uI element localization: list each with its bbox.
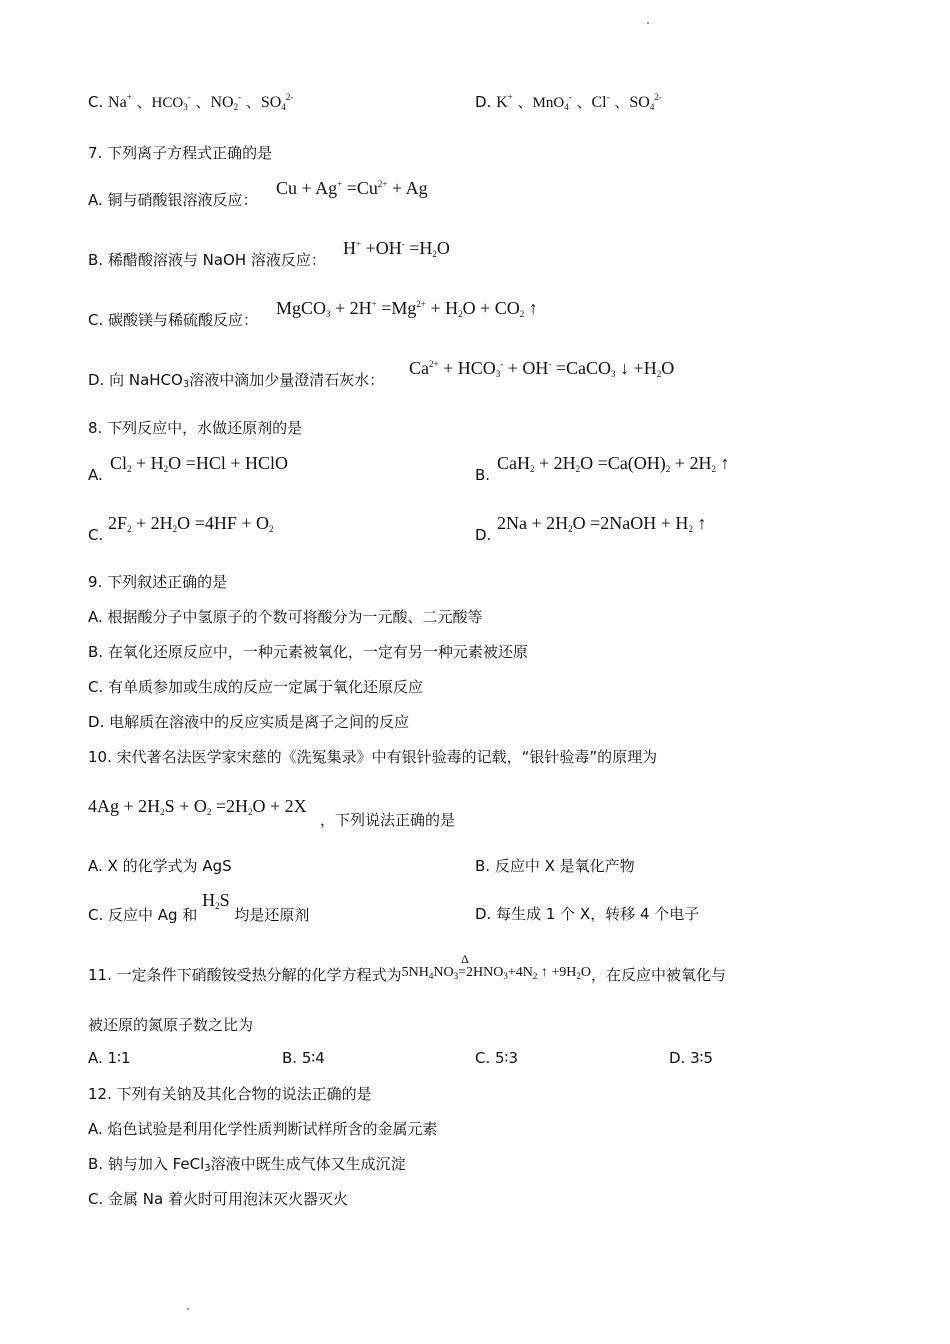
q10-equation: $4Ag + 2H_2S + O_2 =2H_2O + 2X$ xyxy=(88,796,307,817)
q8-option-a-label: A. xyxy=(88,466,103,484)
q10-stem: 10. 宋代著名法医学家宋慈的《洗冤集录》中有银针验毒的记载，“银针验毒”的原理为 xyxy=(88,748,658,766)
q7-b-equation: $H^+ +OH^- =H_2O$ xyxy=(343,238,450,259)
q6-option-d: D. K+ 、MnO$_4$- 、Cl- 、$SO_4^{2-}$ xyxy=(475,92,662,112)
scan-mark xyxy=(187,1308,189,1310)
q12-option-a: A. 焰色试验是利用化学性质判断试样所含的金属元素 xyxy=(88,1120,438,1138)
q8-d-equation: $2Na + 2H_2O$ =2NaOH + $H_2$ ↑ xyxy=(497,513,707,534)
q9-option-d: D. 电解质在溶液中的反应实质是离子之间的反应 xyxy=(88,713,410,731)
q8-a-equation: $Cl_2 + H_2O =HCl$ + HClO xyxy=(110,453,288,474)
q11-option-a: A. 1∶1 xyxy=(88,1049,131,1067)
q11-stem: 11. 一定条件下硝酸铵受热分解的化学方程式为$5NH_4NO_3$ Δ $=2HNO_3+4N_2$ ↑ $+9H_2O$，在反应中被氧化与 xyxy=(88,952,727,984)
q10-option-c: C. 反应中 Ag 和 $H_2S$ 均是还原剂 xyxy=(88,890,310,924)
q12-stem: 12. 下列有关钠及其化合物的说法正确的是 xyxy=(88,1085,372,1103)
q7-stem: 7. 下列离子方程式正确的是 xyxy=(88,144,273,162)
q7-d-equation: $Ca^{2+} + HCO_3^- + OH^-$ =CaCO$_3$ ↓ $+H_2O$ xyxy=(409,358,675,379)
q7-c-equation: MgCO$_3$ + $2H^+ =Mg^{2+} + H_2O + CO_2$ ↑ xyxy=(276,298,538,319)
q8-option-d-label: D. xyxy=(475,526,492,544)
q7-option-b: B. 稀醋酸溶液与 NaOH 溶液反应： xyxy=(88,251,326,269)
q11-option-c: C. 5∶3 xyxy=(475,1049,519,1067)
q8-c-equation: $2F_2 + 2H_2O =4HF + O_2$ xyxy=(108,513,274,534)
scan-mark xyxy=(647,22,649,24)
q7-option-a: A. 铜与硝酸银溶液反应： xyxy=(88,191,258,209)
q8-stem: 8. 下列反应中，水做还原剂的是 xyxy=(88,419,303,437)
q10-option-a: A. X 的化学式为 AgS xyxy=(88,857,232,875)
q9-option-b: B. 在氧化还原反应中，一种元素被氧化，一定有另一种元素被还原 xyxy=(88,643,528,661)
q7-a-equation: $Cu + Ag^+ =Cu^{2+} + Ag$ xyxy=(276,178,428,198)
q9-stem: 9. 下列叙述正确的是 xyxy=(88,573,228,591)
q9-option-c: C. 有单质参加或生成的反应一定属于氧化还原反应 xyxy=(88,678,424,696)
q12-option-c: C. 金属 Na 着火时可用泡沫灭火器灭火 xyxy=(88,1190,348,1208)
q8-option-c-label: C. xyxy=(88,526,104,544)
q10-stem-tail: ，下列说法正确的是 xyxy=(320,811,456,829)
q9-option-a: A. 根据酸分子中氢原子的个数可将酸分为一元酸、二元酸等 xyxy=(88,608,483,626)
q11-option-b: B. 5∶4 xyxy=(282,1049,325,1067)
q12-option-b: B. 钠与加入 FeCl$_3$溶液中既生成气体又生成沉淀 xyxy=(88,1155,406,1174)
q7-option-c: C. 碳酸镁与稀硫酸反应： xyxy=(88,311,259,329)
q10-option-b: B. 反应中 X 是氧化产物 xyxy=(475,857,635,875)
q8-b-equation: $CaH_2 + 2H_2O =Ca(OH)_2 + 2H_2$ ↑ xyxy=(497,453,730,474)
q8-option-b-label: B. xyxy=(475,466,491,484)
q10-option-d: D. 每生成 1 个 X，转移 4 个电子 xyxy=(475,905,700,923)
q7-option-d: D. 向 NaHCO$_3$溶液中滴加少量澄清石灰水： xyxy=(88,371,385,390)
q6-option-c: C. Na+ 、$HCO_3^-$ 、$NO_2^-$ 、$SO_4^{2-}$ xyxy=(88,92,294,112)
q11-option-d: D. 3∶5 xyxy=(669,1049,714,1067)
q11-stem-line2: 被还原的氮原子数之比为 xyxy=(88,1016,254,1034)
